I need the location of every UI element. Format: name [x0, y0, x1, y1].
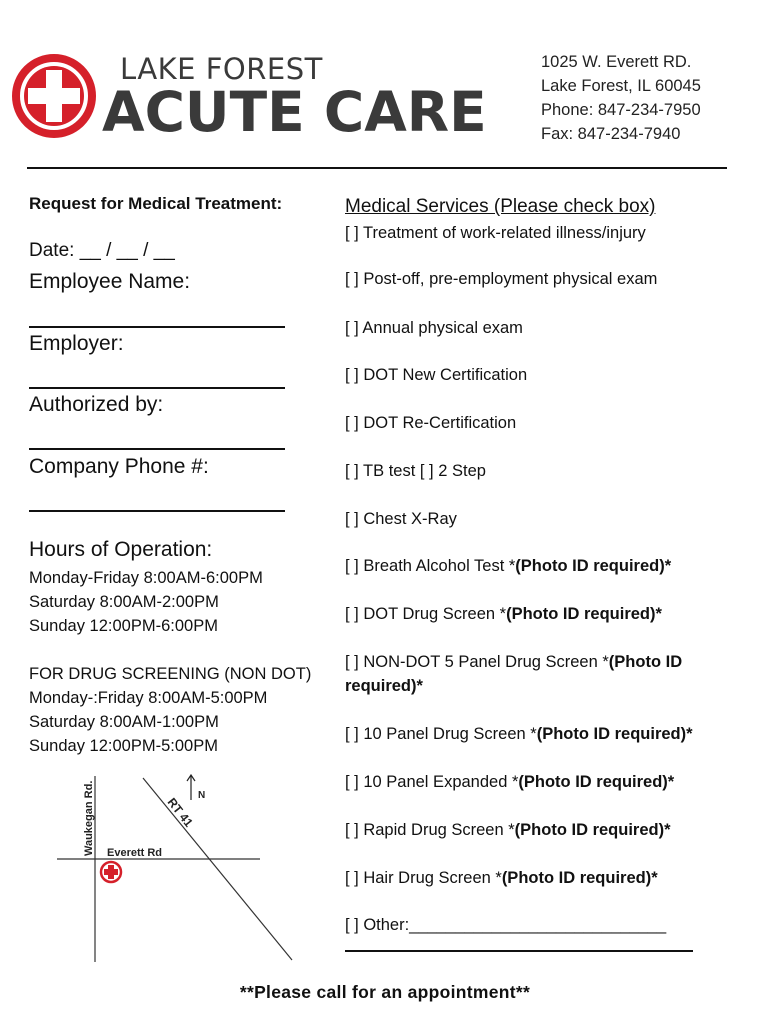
service-tb-test[interactable]: [ ] TB test [ ] 2 Step: [345, 462, 486, 480]
service-hair-drug[interactable]: [ ] Hair Drug Screen *(Photo ID required)*: [345, 869, 658, 887]
everett-road-label: Everett Rd: [107, 847, 163, 859]
request-title: Request for Medical Treatment:: [29, 194, 283, 213]
authorized-by-label: Authorized by:: [29, 393, 164, 416]
employer-label: Employer:: [29, 332, 124, 355]
service-10-panel[interactable]: [ ] 10 Panel Drug Screen *(Photo ID required)*: [345, 725, 693, 743]
logo-text-lake-forest: LAKE FOREST: [120, 52, 323, 86]
drug-hours-sunday: Sunday 12:00PM-5:00PM: [29, 737, 218, 755]
hours-saturday: Saturday 8:00AM-2:00PM: [29, 593, 219, 611]
service-other-line[interactable]: [345, 950, 693, 952]
address-phone: Phone: 847-234-7950: [541, 101, 701, 119]
services-title: Medical Services (Please check box): [345, 196, 656, 217]
service-10-panel-expanded[interactable]: [ ] 10 Panel Expanded *(Photo ID required)*: [345, 773, 675, 791]
date-field[interactable]: Date: __ / __ / __: [29, 240, 175, 261]
service-dot-new[interactable]: [ ] DOT New Certification: [345, 366, 528, 384]
logo-text-acute-care: ACUTE CARE: [102, 80, 487, 144]
location-map: [55, 774, 305, 964]
hours-sunday: Sunday 12:00PM-6:00PM: [29, 617, 218, 635]
medical-cross-icon: [12, 54, 96, 138]
drug-screening-hours: [29, 662, 311, 758]
employee-name-label: Employee Name:: [29, 270, 191, 293]
service-other[interactable]: [ ] Other:____________________________: [345, 916, 667, 934]
service-annual-physical[interactable]: [ ] Annual physical exam: [345, 319, 523, 337]
address-block: [541, 50, 701, 146]
address-fax: Fax: 847-234-7940: [541, 125, 681, 143]
address-city: Lake Forest, IL 60045: [541, 77, 701, 95]
employee-name-line[interactable]: [29, 326, 285, 328]
clinic-location-icon: [101, 862, 121, 882]
logo: [12, 52, 522, 142]
service-dot-drug[interactable]: [ ] DOT Drug Screen *(Photo ID required)*: [345, 605, 662, 623]
service-work-injury[interactable]: [ ] Treatment of work-related illness/injury: [345, 224, 646, 242]
service-chest-xray[interactable]: [ ] Chest X-Ray: [345, 510, 457, 528]
service-non-dot-5-panel[interactable]: [ ] NON-DOT 5 Panel Drug Screen *(Photo ID required)*: [345, 653, 683, 695]
hours-weekday: Monday-Friday 8:00AM-6:00PM: [29, 569, 263, 587]
employer-line[interactable]: [29, 387, 285, 389]
authorized-by-line[interactable]: [29, 448, 285, 450]
hours-list: [29, 566, 263, 638]
service-dot-recert[interactable]: [ ] DOT Re-Certification: [345, 414, 517, 432]
company-phone-line[interactable]: [29, 510, 285, 512]
drug-hours-weekday: Monday-:Friday 8:00AM-5:00PM: [29, 689, 268, 707]
drug-hours-title: FOR DRUG SCREENING (NON DOT): [29, 665, 312, 683]
header-divider: [27, 167, 727, 169]
north-arrow-icon: [187, 775, 195, 800]
rt41-road: [143, 778, 292, 960]
service-breath-alcohol[interactable]: [ ] Breath Alcohol Test *(Photo ID required)*: [345, 557, 672, 575]
company-phone-label: Company Phone #:: [29, 455, 209, 478]
rt41-road-label: RT 41: [164, 795, 196, 830]
hours-title: Hours of Operation:: [29, 538, 213, 561]
waukegan-road-label: Waukegan Rd.: [83, 780, 95, 856]
north-label: N: [198, 790, 206, 801]
service-rapid-drug[interactable]: [ ] Rapid Drug Screen *(Photo ID required)*: [345, 821, 671, 839]
service-pre-employment[interactable]: [ ] Post-off, pre-employment physical exam: [345, 270, 658, 288]
appointment-note: **Please call for an appointment**: [239, 982, 531, 1002]
address-street: 1025 W. Everett RD.: [541, 53, 692, 71]
drug-hours-saturday: Saturday 8:00AM-1:00PM: [29, 713, 219, 731]
